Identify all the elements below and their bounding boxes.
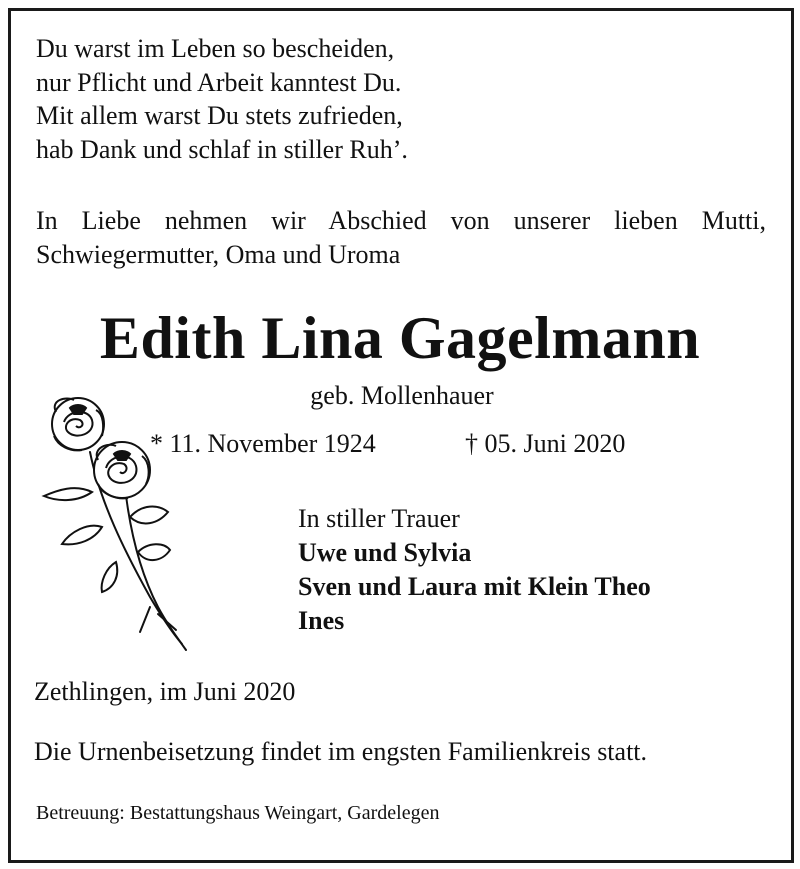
mourner-name: Ines [298,606,345,635]
mourners [298,502,651,638]
rose-drawing-icon [30,392,190,662]
birth-date: * 11. November 1924 [150,429,376,458]
poem-line: Du warst im Leben so bescheiden, [36,34,395,63]
farewell-intro [36,204,766,272]
birth-name: geb. Mollenhauer [310,381,494,410]
poem-line: hab Dank und schlaf in stiller Ruh’. [36,134,408,164]
poem [36,32,408,166]
mourner-name: Sven und Laura mit Klein Theo [298,572,651,601]
funeral-home-credit: Betreuung: Bestattungshaus Weingart, Gardelegen [36,802,440,824]
poem-line: nur Pflicht und Arbeit kanntest Du. [36,67,402,97]
poem-line: Mit allem warst Du stets zufrieden, [36,101,403,130]
mourner-name: Uwe und Sylvia [298,538,472,567]
intro-line: In Liebe nehmen wir Abschied von unserer lieben Mutti, [36,206,766,235]
place-date: Zethlingen, im Juni 2020 [34,677,296,706]
intro-line: Schwiegermutter, Oma und Uroma [36,240,401,269]
mourners-heading: In stiller Trauer [298,504,460,533]
death-date: † 05. Juni 2020 [465,429,626,458]
funeral-note: Die Urnenbeisetzung findet im engsten Familienkreis statt. [34,737,648,766]
deceased-name: Edith Lina Gagelmann [99,305,701,371]
